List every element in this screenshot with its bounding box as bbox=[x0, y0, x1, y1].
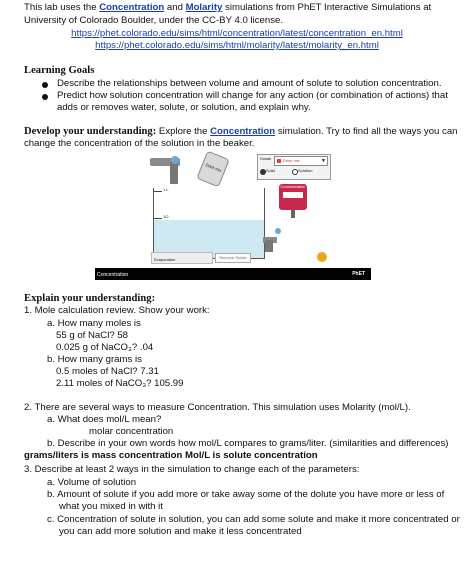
concentration-link[interactable]: Concentration bbox=[99, 2, 165, 13]
intro-text: simulations from PhET Interactive Simulations at bbox=[222, 2, 432, 13]
url-line-1 bbox=[0, 28, 474, 40]
develop-line-2: change the concentration of the solution in the beaker. bbox=[24, 138, 255, 149]
intro-text: and bbox=[164, 2, 186, 13]
explain-heading: Explain your understanding: bbox=[24, 293, 156, 304]
learning-goal-item-continued: adds or removes water, solute, or solution, and explain why. bbox=[57, 102, 311, 113]
phet-logo[interactable]: PhET bbox=[352, 271, 365, 277]
question-3b-line-1: b. Amount of solute if you add more or take away some of the dolute you have more or less of bbox=[47, 489, 445, 500]
answer-2a: molar concentration bbox=[89, 426, 174, 437]
question-2: 2. There are several ways to measure Concentration. This simulation uses Molarity (mol/L). bbox=[24, 402, 411, 413]
concentration-url-link[interactable]: https://phet.colorado.edu/sims/html/concentration/latest/concentration_en.html bbox=[71, 28, 403, 39]
simulation-screenshot bbox=[95, 152, 371, 280]
meter-display bbox=[283, 192, 303, 198]
solute-dropdown-value: Drink mix bbox=[283, 158, 300, 163]
drain-spout bbox=[265, 240, 273, 252]
question-3c-line-2: you can add more solution and make it less concentrated bbox=[59, 526, 302, 537]
beaker bbox=[153, 188, 265, 259]
faucet-spout bbox=[170, 162, 178, 184]
question-2a: a. What does mol/L mean? bbox=[47, 414, 162, 425]
solute-color-swatch bbox=[277, 159, 281, 163]
chevron-down-icon: ▼ bbox=[321, 158, 326, 164]
solution-label: Solution bbox=[298, 168, 313, 173]
bullet-icon bbox=[42, 94, 48, 100]
concentration-meter[interactable] bbox=[279, 184, 307, 210]
question-3a: a. Volume of solution bbox=[47, 477, 137, 488]
evaporation-control[interactable] bbox=[151, 252, 213, 264]
answer-1b-1: 0.5 moles of NaCl? 7.31 bbox=[56, 366, 159, 377]
tick-mark bbox=[154, 191, 162, 192]
sim-title: Concentration bbox=[97, 272, 129, 278]
intro-line-1 bbox=[24, 2, 431, 14]
shaker-icon[interactable] bbox=[196, 151, 229, 188]
question-1: 1. Mole calculation review. Show your work: bbox=[24, 305, 210, 316]
learning-goal-item: Describe the relationships between volume and amount of solute to solution concentration. bbox=[57, 78, 442, 89]
evaporation-label: Evaporation bbox=[154, 257, 176, 262]
concentration-meter-label: Concentration bbox=[280, 184, 306, 189]
reset-icon[interactable] bbox=[317, 252, 327, 262]
develop-concentration-link[interactable]: Concentration bbox=[210, 126, 276, 137]
sim-bottom-bar bbox=[95, 268, 371, 280]
beaker-top-label: 1 L bbox=[163, 187, 169, 192]
solid-label: Solid bbox=[266, 168, 275, 173]
meter-probe[interactable] bbox=[291, 210, 295, 218]
develop-heading: Develop your understanding: bbox=[24, 126, 157, 137]
beaker-mid-label: 1/2 bbox=[163, 214, 169, 219]
url-line-2 bbox=[0, 40, 474, 52]
remove-solute-button[interactable]: Remove Solute bbox=[215, 253, 251, 263]
develop-text: simulation. Try to find all the ways you can bbox=[275, 126, 458, 137]
answer-1a-1: 55 g of NaCl? 58 bbox=[56, 330, 128, 341]
faucet-knob-icon[interactable] bbox=[171, 156, 179, 164]
shaker-label: Drink mix bbox=[204, 162, 223, 174]
solute-dropdown[interactable] bbox=[274, 156, 328, 166]
solute-panel bbox=[257, 154, 331, 180]
drain-knob-icon[interactable] bbox=[275, 228, 281, 234]
question-3: 3. Describe at least 2 ways in the simulation to change each of the parameters: bbox=[24, 464, 360, 475]
question-3b-line-2: what you mixed in with it bbox=[59, 501, 163, 512]
molarity-link[interactable]: Molarity bbox=[185, 2, 223, 13]
solute-label: Solute bbox=[260, 156, 272, 161]
tick-mark bbox=[154, 218, 162, 219]
question-2b: b. Describe in your own words how mol/L compares to grams/liter. (similarities and differences) bbox=[47, 438, 449, 449]
learning-goal-item: Predict how solution concentration will change for any action (or combination of actions) that bbox=[57, 90, 448, 101]
intro-line-2: University of Colorado Boulder, under the CC-BY 4.0 license. bbox=[24, 15, 283, 26]
intro-text: This lab uses the bbox=[24, 2, 100, 13]
learning-goals-heading: Learning Goals bbox=[24, 65, 95, 76]
question-1b: b. How many grams is bbox=[47, 354, 142, 365]
molarity-url-link[interactable]: https://phet.colorado.edu/sims/html/molarity/latest/molarity_en.html bbox=[95, 40, 379, 51]
develop-line-1 bbox=[24, 126, 458, 138]
develop-text: Explore the bbox=[156, 126, 211, 137]
answer-2b: grams/liters is mass concentration Mol/L is solute concentration bbox=[24, 450, 318, 461]
question-1a: a. How many moles is bbox=[47, 318, 141, 329]
answer-1a-2: 0.025 g of NaCO₃? .04 bbox=[56, 342, 154, 353]
answer-1b-2: 2.11 moles of NaCO₃? 105.99 bbox=[56, 378, 184, 389]
bullet-icon bbox=[42, 82, 48, 88]
question-3c-line-1: c. Concentration of solute in solution, you can add some solute and make it more concentrated or bbox=[47, 514, 460, 525]
